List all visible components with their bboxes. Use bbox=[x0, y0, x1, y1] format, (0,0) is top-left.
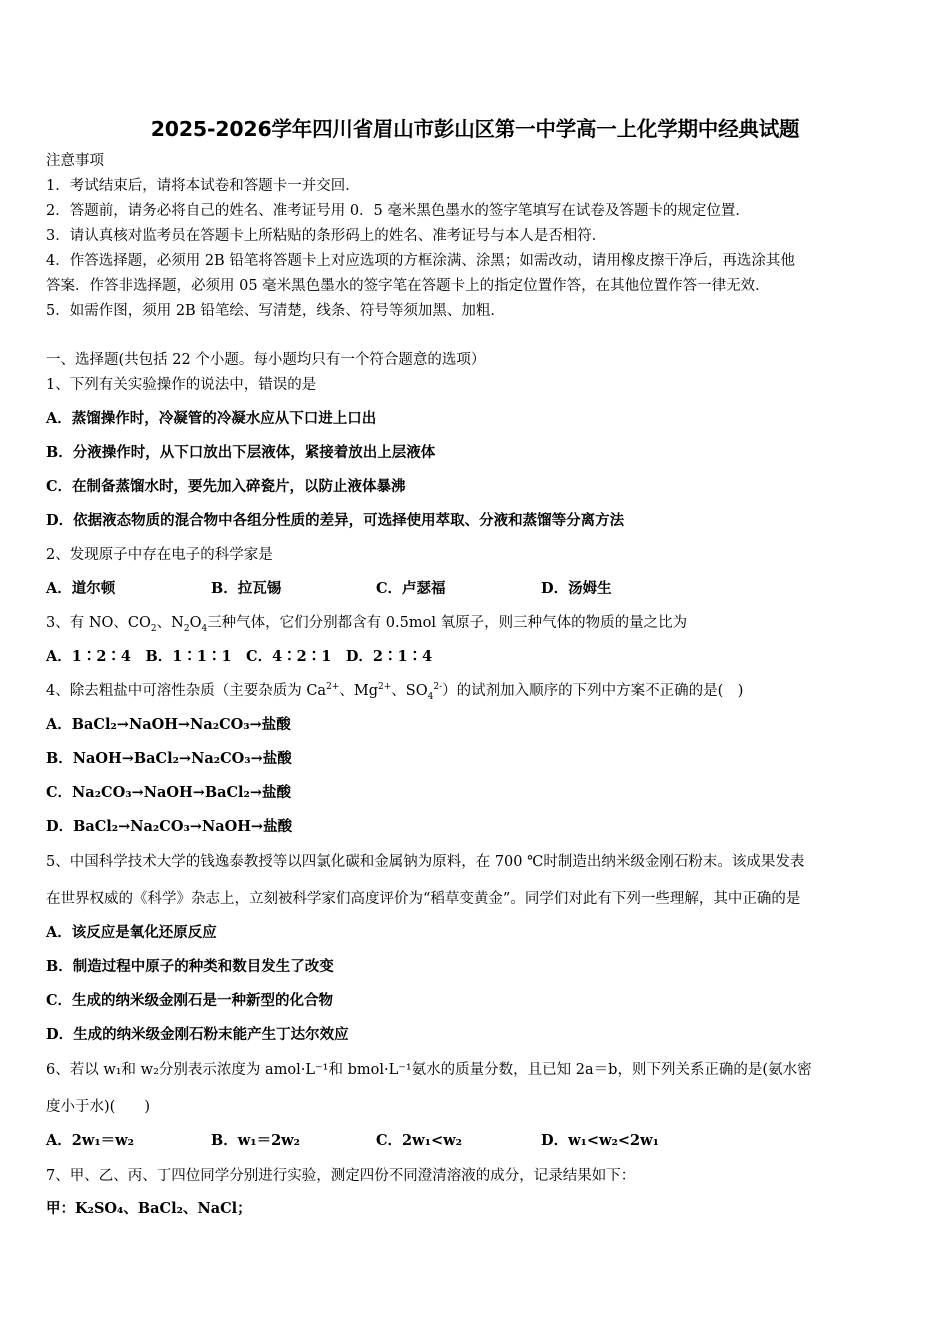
q6-option-b: B．w₁＝2w₂ bbox=[211, 1132, 301, 1149]
q6-options bbox=[46, 1131, 659, 1151]
q5-option-d: D．生成的纳米级金刚石粉末能产生丁达尔效应 bbox=[46, 1026, 349, 1043]
q2-option-a: A．道尔顿 bbox=[46, 580, 116, 597]
notice-heading: 注意事项 bbox=[46, 153, 104, 169]
q4-stem-part: 、SO bbox=[391, 683, 428, 699]
q5-option-a: A．该反应是氧化还原反应 bbox=[46, 924, 217, 941]
q4-sup: 2- bbox=[433, 682, 443, 693]
q1-option-c: C．在制备蒸馏水时，要先加入碎瓷片，以防止液体暴沸 bbox=[46, 478, 406, 495]
q6-option-a: A．2w₁＝w₂ bbox=[46, 1132, 135, 1149]
notice-item: 3．请认真核对监考员在答题卡上所粘贴的条形码上的姓名、准考证号与本人是否相符． bbox=[46, 228, 607, 244]
q6-option-d: D．w₁<w₂<2w₁ bbox=[541, 1132, 659, 1149]
q6-option-c: C．2w₁<w₂ bbox=[376, 1132, 462, 1149]
q2-options bbox=[46, 579, 612, 599]
q4-option-d: D．BaCl₂→Na₂CO₃→NaOH→盐酸 bbox=[46, 818, 293, 835]
q4-option-c: C．Na₂CO₃→NaOH→BaCl₂→盐酸 bbox=[46, 784, 292, 801]
q3-stem-part: 、N bbox=[156, 615, 184, 631]
q2-option-d: D．汤姆生 bbox=[541, 580, 612, 597]
q1-option-d: D．依据液态物质的混合物中各组分性质的差异，可选择使用萃取、分液和蒸馏等分离方法 bbox=[46, 512, 625, 529]
question-6-stem-cont: 度小于水)( ) bbox=[46, 1099, 150, 1115]
question-7-stem: 7、甲、乙、丙、丁四位同学分别进行实验，测定四份不同澄清溶液的成分，记录结果如下： bbox=[46, 1168, 636, 1184]
q4-option-b: B．NaOH→BaCl₂→Na₂CO₃→盐酸 bbox=[46, 750, 292, 767]
q3-stem-part: 3、有 NO、CO bbox=[46, 615, 151, 631]
q5-option-c: C．生成的纳米级金刚石是一种新型的化合物 bbox=[46, 992, 334, 1009]
q3-options: A．1∶2∶4 B．1∶1∶1 C．4∶2∶1 D．2∶1∶4 bbox=[46, 648, 433, 665]
question-5-stem-cont: 在世界权威的《科学》杂志上，立刻被科学家们高度评价为“稻草变黄金”。同学们对此有下列一些理解，其中正确的是 bbox=[46, 891, 801, 907]
q4-sup: 2+ bbox=[378, 682, 392, 693]
q1-option-b: B．分液操作时，从下口放出下层液体，紧接着放出上层液体 bbox=[46, 444, 436, 461]
notice-item: 2．答题前，请务必将自己的姓名、准考证号用 0．5 毫米黑色墨水的签字笔填写在试卷及答题卡的规定位置． bbox=[46, 203, 750, 219]
q1-option-a: A．蒸馏操作时，冷凝管的冷凝水应从下口进上口出 bbox=[46, 410, 377, 427]
q5-option-b: B．制造过程中原子的种类和数目发生了改变 bbox=[46, 958, 334, 975]
q4-stem-part: 4、除去粗盐中可溶性杂质（主要杂质为 Ca bbox=[46, 683, 327, 699]
question-4-stem bbox=[46, 681, 743, 701]
question-6-stem: 6、若以 w₁和 w₂分别表示浓度为 amol·L⁻¹和 bmol·L⁻¹氨水的质量分数，且已知 2a＝b，则下列关系正确的是(氨水密 bbox=[46, 1062, 812, 1078]
notice-item: 4．作答选择题，必须用 2B 铅笔将答题卡上对应选项的方框涂满、涂黑；如需改动，请用橡皮擦干净后，再选涂其他 bbox=[46, 253, 795, 269]
page-title: 2025-2026学年四川省眉山市彭山区第一中学高一上化学期中经典试题 bbox=[150, 117, 800, 141]
q3-sub: 4 bbox=[201, 623, 208, 634]
section-heading: 一、选择题(共包括 22 个小题。每小题均只有一个符合题意的选项） bbox=[46, 352, 486, 368]
notice-item: 5．如需作图，须用 2B 铅笔绘、写清楚，线条、符号等须加黑、加粗． bbox=[46, 303, 505, 319]
q4-stem-part: 、Mg bbox=[339, 683, 378, 699]
question-3-stem bbox=[46, 613, 687, 633]
q4-sub: 4 bbox=[427, 691, 434, 702]
q7-record-jia: 甲：K₂SO₄、BaCl₂、NaCl； bbox=[46, 1200, 252, 1217]
q4-option-a: A．BaCl₂→NaOH→Na₂CO₃→盐酸 bbox=[46, 716, 291, 733]
q2-option-b: B．拉瓦锡 bbox=[211, 580, 282, 597]
notice-item: 1．考试结束后，请将本试卷和答题卡一并交回． bbox=[46, 178, 360, 194]
q3-stem-part: O bbox=[189, 615, 202, 631]
question-5-stem: 5、中国科学技术大学的钱逸泰教授等以四氯化碳和金属钠为原料，在 700 ℃时制造出纳米级金刚石粉末。该成果发表 bbox=[46, 854, 805, 870]
q2-option-c: C．卢瑟福 bbox=[376, 580, 446, 597]
question-1-stem: 1、下列有关实验操作的说法中，错误的是 bbox=[46, 377, 317, 393]
q3-sub: 2 bbox=[150, 623, 157, 634]
q4-stem-part: ）的试剂加入顺序的下列中方案不正确的是( ) bbox=[442, 683, 744, 699]
q3-sub: 2 bbox=[183, 623, 190, 634]
q3-stem-part: 三种气体，它们分别都含有 0.5mol 氧原子，则三种气体的物质的量之比为 bbox=[207, 615, 688, 631]
notice-item: 答案．作答非选择题，必须用 05 毫米黑色墨水的签字笔在答题卡上的指定位置作答，在其他位置作答一律无效． bbox=[46, 278, 770, 294]
q4-sup: 2+ bbox=[326, 682, 340, 693]
question-2-stem: 2、发现原子中存在电子的科学家是 bbox=[46, 547, 273, 563]
